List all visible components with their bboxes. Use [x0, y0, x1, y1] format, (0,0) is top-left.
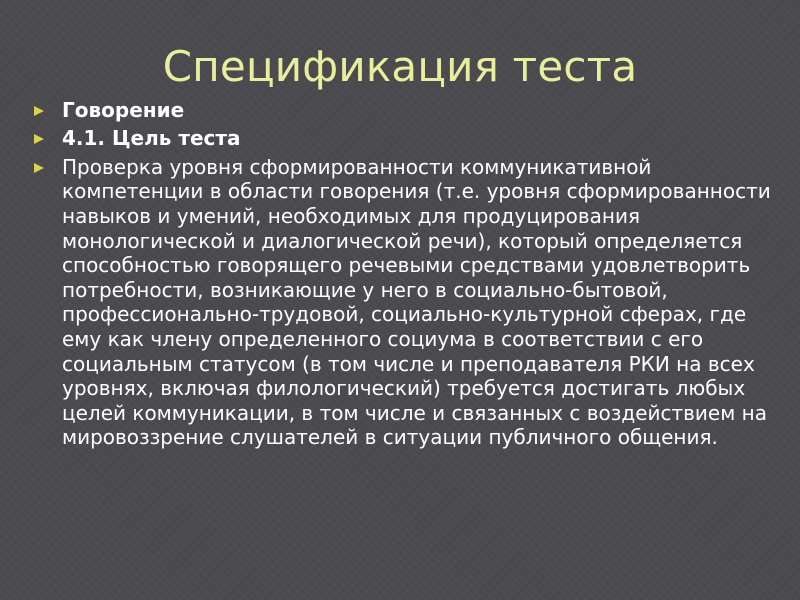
triangle-bullet-icon: [34, 163, 44, 173]
list-item-paragraph: Проверка уровня сформированности коммуникативной компетенции в области говорения (т.е. уровня сформированности навыков и умений, необходимых для продуцирования монологической и диалогической речи), который определяется способностью говорящего речевыми средствами удовлетворить потребности, возникающие у него в социально-бытовой, профессионально-трудовой, социально-культурной сферах, где ему как члену определенного социума в соответствии с его социальным статусом (в том числе и преподавателя РКИ на всех уровнях, включая филологический) требуется достигать любых целей коммуникации, в том числе и связанных с воздействием на мировоззрение слушателей в ситуации публичного общения.: [62, 154, 771, 450]
triangle-bullet-icon: [34, 134, 44, 144]
list-item-description: [30, 155, 770, 450]
list-item-speaking: [30, 98, 770, 122]
slide-title: Спецификация теста: [162, 42, 638, 91]
bullet-list: [30, 98, 770, 450]
list-item-label: Говорение: [62, 98, 185, 122]
list-item-label: 4.1. Цель теста: [62, 126, 241, 151]
triangle-bullet-icon: [34, 106, 44, 116]
list-item-test-goal: [30, 126, 770, 150]
